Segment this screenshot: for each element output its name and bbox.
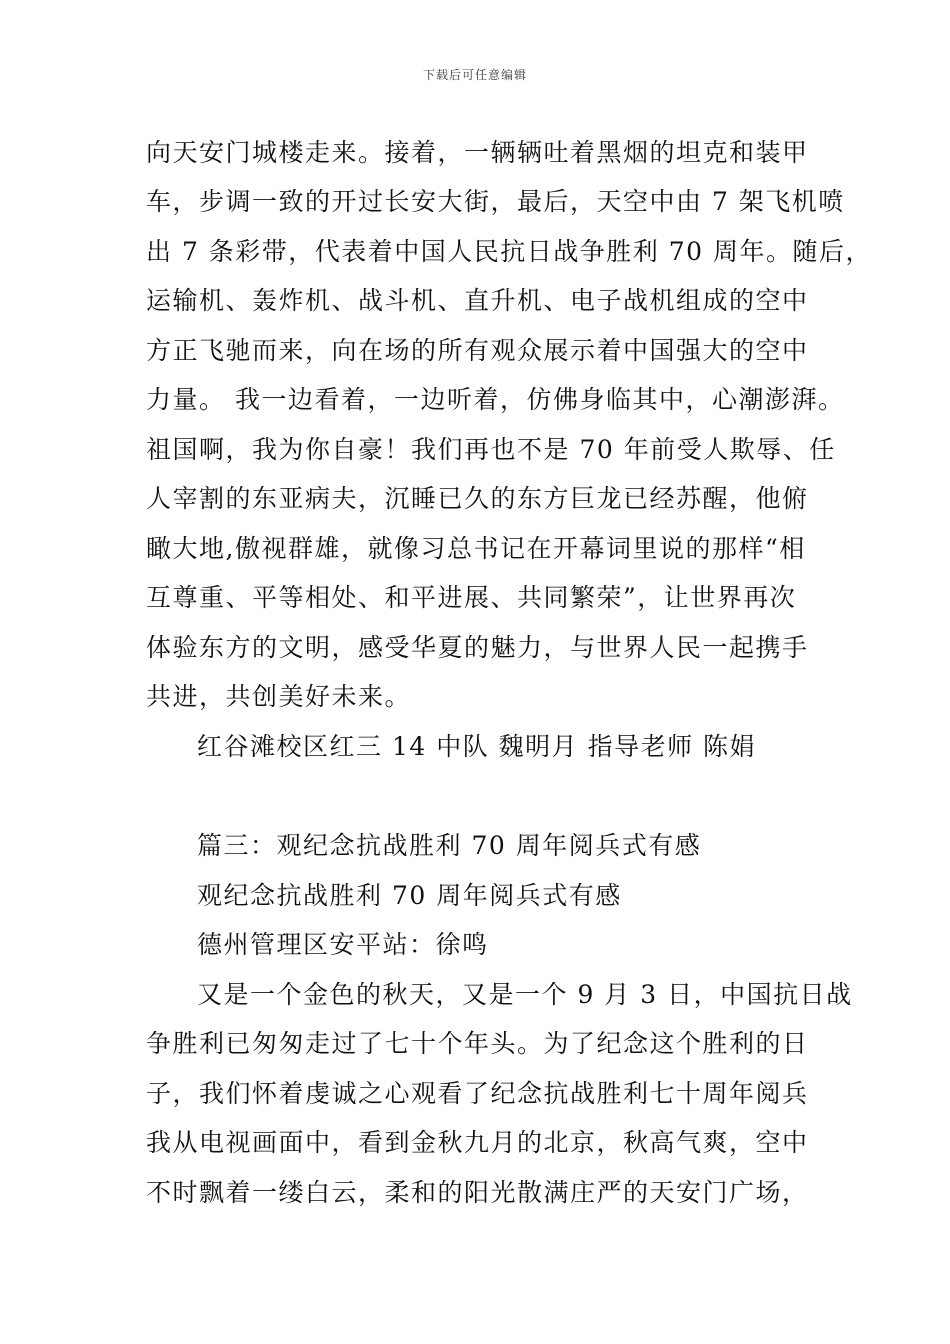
body-line: 瞰大地,傲视群雄，就像习总书记在开幕词里说的那样“相 bbox=[146, 534, 806, 563]
body-line: 又是一个金色的秋天，又是一个 9 月 3 日，中国抗日战 bbox=[197, 980, 853, 1009]
body-line: 出 7 条彩带，代表着中国人民抗日战争胜利 70 周年。随后， bbox=[146, 237, 873, 266]
body-line: 运输机、轰炸机、战斗机、直升机、电子战机组成的空中 bbox=[146, 286, 809, 315]
body-line: 向天安门城楼走来。接着，一辆辆吐着黑烟的坦克和装甲 bbox=[146, 138, 809, 167]
body-line: 争胜利已匆匆走过了七十个年头。为了纪念这个胜利的日 bbox=[146, 1029, 809, 1058]
article-title: 观纪念抗战胜利 70 周年阅兵式有感 bbox=[197, 881, 622, 910]
body-line: 祖国啊，我为你自豪！我们再也不是 70 年前受人欺辱、任 bbox=[146, 435, 836, 464]
body-line: 子，我们怀着虔诚之心观看了纪念抗战胜利七十周年阅兵 bbox=[146, 1079, 809, 1108]
body-line: 共进，共创美好未来。 bbox=[146, 682, 412, 711]
body-line: 力量。 我一边看着，一边听着，仿佛身临其中，心潮澎湃。 bbox=[146, 385, 845, 414]
article-author: 德州管理区安平站：徐鸣 bbox=[197, 930, 489, 959]
section-heading: 篇三：观纪念抗战胜利 70 周年阅兵式有感 bbox=[197, 831, 702, 860]
body-line: 人宰割的东亚病夫，沉睡已久的东方巨龙已经苏醒，他俯 bbox=[146, 484, 809, 513]
body-line: 不时飘着一缕白云，柔和的阳光散满庄严的天安门广场， bbox=[146, 1178, 809, 1207]
page-header: 下载后可任意编辑 bbox=[422, 68, 527, 82]
body-line: 方正飞驰而来，向在场的所有观众展示着中国强大的空中 bbox=[146, 336, 809, 365]
body-line: 车，步调一致的开过长安大街，最后，天空中由 7 架飞机喷 bbox=[146, 187, 845, 216]
body-line: 互尊重、平等相处、和平进展、共同繁荣”，让世界再次 bbox=[146, 583, 797, 612]
author-line: 红谷滩校区红三 14 中队 魏明月 指导老师 陈娟 bbox=[197, 732, 757, 761]
body-line: 我从电视画面中，看到金秋九月的北京，秋高气爽，空中 bbox=[146, 1128, 809, 1157]
body-line: 体验东方的文明，感受华夏的魅力，与世界人民一起携手 bbox=[146, 633, 809, 662]
